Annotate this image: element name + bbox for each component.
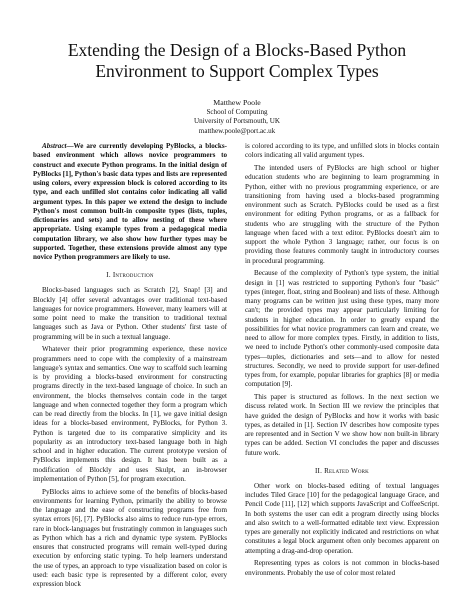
paragraph: Blocks-based languages such as Scratch [2], Snap! [3] and Blockly [4] offer several advantages over traditional text-based languages for novice programmers. However, many learners will at some point need to make the transition to traditional textual languages such as Java or Python. Other students' first taste of programming will be in such a textual language. bbox=[33, 286, 227, 341]
title-line-1: Extending the Design of a Blocks-Based Python bbox=[67, 40, 407, 60]
section-number: II. bbox=[314, 466, 323, 475]
author-university: University of Portsmouth, UK bbox=[194, 117, 280, 126]
section-title: Introduction bbox=[112, 271, 154, 280]
section-heading-introduction bbox=[33, 271, 227, 280]
paragraph: Representing types as colors is not common in blocks-based environments. Probably the use of color most related bbox=[245, 559, 439, 577]
section-heading-related-work bbox=[245, 467, 439, 476]
section-title: Related Work bbox=[324, 466, 369, 475]
abstract bbox=[33, 142, 227, 262]
paragraph: This paper is structured as follows. In the next section we discuss related work. In Section III we review the principles that have guided the design of PyBlocks and how it works with basic types, as detailed in [1]. Section IV describes how composite types are represented and in Section V we show how non built-in library types can be added. Section VI concludes the paper and discusses future work. bbox=[245, 393, 439, 457]
paragraph: Whatever their prior programming experience, these novice programmers need to cope with the complexity of a mainstream language's syntax and semantics. One way to scaffold such learning is by providing a blocks-based environment for constructing programs directly in the text-based language of choice. In such an environment, the blocks themselves contain code in the target language and when connected together they form a program which can be read directly from the blocks. In [1], we gave initial design ideas for a blocks-based environment, PyBlocks, for Python 3. Python is targeted due to its comparative simplicity and its popularity as an introductory text-based language both in high school and in higher education. The current prototype version of PyBlocks implements this design. It has been built as a modification of Blockly and uses Skulpt, an in-browser implementation of Python [5], for program execution. bbox=[33, 345, 227, 483]
paragraph: PyBlocks aims to achieve some of the benefits of blocks-based environments for learning Python, primarily the ability to browse the language and the ease of constructing programs free from syntax errors [6], [7]. PyBlocks also aims to reduce run-type errors, rare in block-languages but frustratingly common in languages such as Python which has a rich and dynamic type system. PyBlocks ensures that constructed programs will remain well-typed during execution by enforcing static typing. To help learners understand the use of types, an approach to type visualization based on color is used: each basic type is represented by a different color, every expression block bbox=[33, 487, 227, 588]
section-number: I. bbox=[106, 271, 111, 280]
author-email: matthew.poole@port.ac.uk bbox=[198, 126, 276, 135]
paragraph: Because of the complexity of Python's type system, the initial design in [1] was restricted to supporting Python's four "basic" types (integer, float, string and Boolean) and lists of these. Although many programs can be written just using these types, many more can't; the provided types may appear particularly limiting for students in higher education. In order to greatly expand the possibilities for what novice programmers can learn and create, we need to allow for more complex types. Firstly, in addition to lists, we need to include Python's other commonly-used composite data types—tuples, dictionaries and sets—and to allow for nested structures. Secondly, we need to provide support for user-defined types from, for example, popular libraries for graphics [8] or media computation [9]. bbox=[245, 269, 439, 389]
right-column bbox=[245, 142, 439, 578]
author-name: Matthew Poole bbox=[213, 98, 261, 107]
paper-title bbox=[20, 40, 454, 82]
abstract-dash: — bbox=[66, 142, 74, 150]
author-block bbox=[0, 98, 474, 136]
title-line-2: Environment to Support Complex Types bbox=[95, 61, 379, 81]
abstract-text: We are currently developing PyBlocks, a blocks-based environment which allows novice programmers to construct and execute Python programs. In the initial design of PyBlocks [1], Python's basic data types and lists are represented using colors, every expression block is colored according to its type, and each unfilled slot contains color indicating all valid argument types. In this paper we extend the design to include Python's most common built-in composite types (lists, tuples, dictionaries and sets) and to allow nesting of these where appropriate. Using example types from a pedagogical media computation library, we also show how further types may be supported. Together, these extensions provide almost any type novice Python programmers are likely to use. bbox=[33, 142, 227, 261]
abstract-label: Abstract bbox=[42, 142, 67, 150]
author-department: School of Computing bbox=[206, 108, 268, 116]
paragraph: The intended users of PyBlocks are high school or higher education students who are beginning to learn programming in Python, either with no previous programming experience, or are transitioning from having used a blocks-based programming environment such as Scratch. PyBlocks could be used as a first environment for editing Python programs, or as a fallback for students who are struggling with the structure of the Python language when faced with a text editor. PyBlocks doesn't aim to support the whole Python 3 language; rather, our focus is on providing those features commonly taught in introductory courses in procedural programming. bbox=[245, 164, 439, 265]
paragraph: Other work on blocks-based editing of textual languages includes Tiled Grace [10] for the pedagogical language Grace, and Pencil Code [11], [12] which supports JavaScript and CoffeeScript. In both systems the user can edit a program directly using blocks and also switch to a well-formatted editable text view. Expression types are generally not explicitly indicated and restrictions on what constitutes a legal block argument often only becomes apparent on attempting a drag-and-drop operation. bbox=[245, 481, 439, 555]
paragraph: is colored according to its type, and unfilled slots in blocks contain colors indicating all valid argument types. bbox=[245, 142, 439, 160]
left-column bbox=[33, 142, 227, 589]
